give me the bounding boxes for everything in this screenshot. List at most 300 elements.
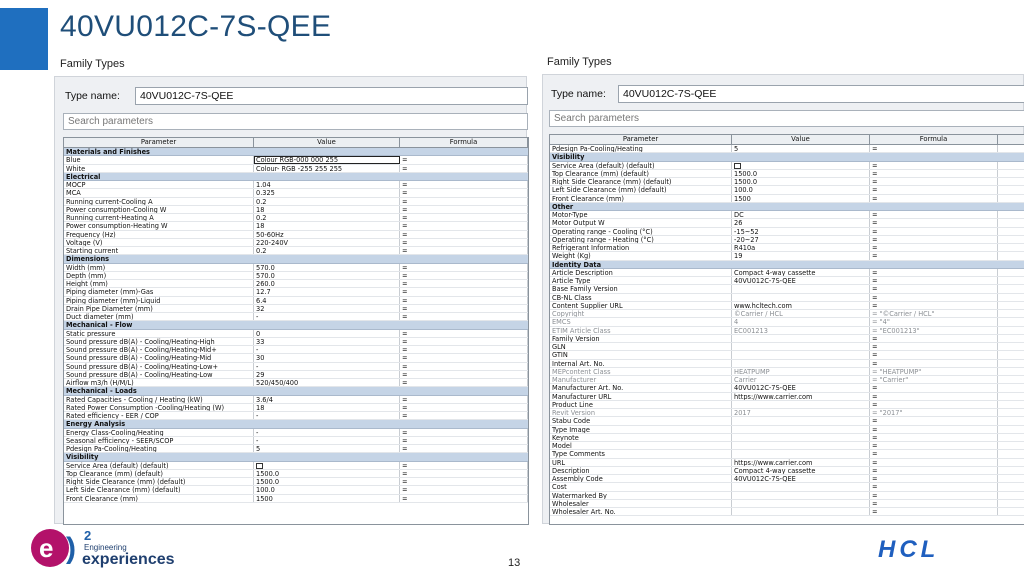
parameter-row[interactable]: [550, 302, 1024, 310]
parameter-row[interactable]: [550, 500, 1024, 508]
parameter-value[interactable]: -: [254, 313, 400, 320]
parameter-formula[interactable]: =: [400, 247, 528, 254]
parameter-value[interactable]: [732, 417, 870, 424]
parameter-name: Front Clearance (mm): [550, 195, 732, 202]
parameter-name: GTIN: [550, 351, 732, 358]
search-parameters-input[interactable]: Search parameters: [63, 113, 528, 130]
parameter-value[interactable]: 1500: [732, 195, 870, 202]
parameter-row[interactable]: [550, 426, 1024, 434]
parameter-row[interactable]: [550, 343, 1024, 351]
parameter-row[interactable]: [64, 189, 528, 197]
parameter-formula[interactable]: =: [870, 195, 998, 202]
parameter-value[interactable]: 19: [732, 252, 870, 259]
parameter-value[interactable]: 3.6/4: [254, 396, 400, 403]
parameter-formula[interactable]: =: [870, 393, 998, 400]
group-header[interactable]: [550, 153, 1024, 161]
parameter-value[interactable]: [732, 492, 870, 499]
group-label: Mechanical - Flow: [66, 321, 133, 329]
parameter-row[interactable]: [550, 294, 1024, 302]
parameter-row[interactable]: [550, 417, 1024, 425]
parameter-formula[interactable]: =: [870, 285, 998, 292]
parameter-formula[interactable]: =: [870, 302, 998, 309]
parameter-name: Power consumption-Cooling W: [64, 206, 254, 213]
parameter-row[interactable]: [64, 363, 528, 371]
parameter-row[interactable]: [64, 264, 528, 272]
parameter-value[interactable]: Compact 4-way cassette: [732, 467, 870, 474]
parameter-row[interactable]: [550, 162, 1024, 170]
parameter-formula[interactable]: =: [400, 330, 528, 337]
parameter-row[interactable]: [64, 313, 528, 321]
parameter-formula[interactable]: =: [870, 178, 998, 185]
parameter-formula[interactable]: =: [870, 335, 998, 342]
parameter-value[interactable]: 1500.0: [254, 478, 400, 485]
parameter-row[interactable]: [64, 379, 528, 387]
parameter-row[interactable]: [550, 318, 1024, 326]
parameter-value[interactable]: [732, 500, 870, 507]
parameter-formula[interactable]: =: [400, 198, 528, 205]
parameter-value[interactable]: [732, 508, 870, 515]
parameter-row[interactable]: [64, 371, 528, 379]
parameter-value[interactable]: -: [254, 412, 400, 419]
parameters-grid-left: [63, 137, 529, 525]
parameter-row[interactable]: [64, 305, 528, 313]
parameter-value[interactable]: 30: [254, 354, 400, 361]
parameter-formula[interactable]: =: [870, 145, 998, 152]
parameter-value[interactable]: [732, 351, 870, 358]
right-dialog: [542, 74, 1024, 524]
parameter-value[interactable]: -15~52: [732, 228, 870, 235]
parameter-formula[interactable]: =: [870, 244, 998, 251]
parameter-name: Left Side Clearance (mm) (default): [550, 186, 732, 193]
parameter-value[interactable]: 100.0: [732, 186, 870, 193]
parameter-name: Cost: [550, 483, 732, 490]
parameter-value[interactable]: 50-60Hz: [254, 231, 400, 238]
parameter-value[interactable]: [732, 162, 870, 169]
parameter-formula[interactable]: =: [870, 492, 998, 499]
parameter-formula[interactable]: =: [400, 156, 528, 163]
parameter-name: Rated Capacities - Cooling / Heating (kW): [64, 396, 254, 403]
parameter-value[interactable]: 5: [254, 445, 400, 452]
parameter-row[interactable]: [550, 508, 1024, 516]
parameter-value[interactable]: Compact 4-way cassette: [732, 269, 870, 276]
parameter-name: Manufacturer URL: [550, 393, 732, 400]
parameter-value[interactable]: 1500: [254, 495, 400, 502]
parameter-row[interactable]: [64, 247, 528, 255]
parameter-value[interactable]: 0.2: [254, 198, 400, 205]
parameter-name: White: [64, 165, 254, 172]
parameter-formula[interactable]: =: [870, 475, 998, 482]
parameter-value[interactable]: 1500.0: [254, 470, 400, 477]
parameter-formula[interactable]: =: [400, 412, 528, 419]
parameter-value[interactable]: 570.0: [254, 272, 400, 279]
parameter-name: Running current-Cooling A: [64, 198, 254, 205]
parameter-name: Description: [550, 467, 732, 474]
parameter-name: Service Area (default) (default): [64, 462, 254, 469]
parameter-formula[interactable]: =: [400, 305, 528, 312]
parameter-value[interactable]: [732, 335, 870, 342]
parameter-value[interactable]: 5: [732, 145, 870, 152]
parameter-formula[interactable]: =: [870, 351, 998, 358]
parameter-value[interactable]: [254, 462, 400, 469]
parameter-value[interactable]: HEATPUMP: [732, 368, 870, 375]
parameter-formula[interactable]: =: [400, 371, 528, 378]
type-name-field[interactable]: 40VU012C-7S-QEE: [135, 87, 528, 105]
parameter-row[interactable]: [64, 280, 528, 288]
parameter-formula[interactable]: =: [870, 170, 998, 177]
group-header[interactable]: [64, 148, 528, 156]
parameter-formula[interactable]: =: [400, 445, 528, 452]
parameter-row[interactable]: [64, 198, 528, 206]
parameter-value[interactable]: DC: [732, 211, 870, 218]
parameter-value[interactable]: 29: [254, 371, 400, 378]
parameter-row[interactable]: [64, 354, 528, 362]
group-label: Identity Data: [552, 260, 602, 268]
parameter-formula[interactable]: =: [870, 508, 998, 515]
parameter-row[interactable]: [64, 288, 528, 296]
group-label: Visibility: [552, 153, 585, 161]
parameter-value[interactable]: R410a: [732, 244, 870, 251]
parameter-formula[interactable]: =: [870, 426, 998, 433]
parameter-formula[interactable]: =: [870, 360, 998, 367]
group-header[interactable]: [550, 261, 1024, 269]
parameter-name: Drain Pipe Diameter (mm): [64, 305, 254, 312]
parameter-name: Content Supplier URL: [550, 302, 732, 309]
parameter-value[interactable]: https://www.carrier.com: [732, 393, 870, 400]
parameter-formula[interactable]: =: [870, 417, 998, 424]
parameter-value[interactable]: 100.0: [254, 486, 400, 493]
parameter-formula[interactable]: =: [400, 239, 528, 246]
parameter-value[interactable]: 33: [254, 338, 400, 345]
parameter-formula[interactable]: = "4": [870, 318, 998, 325]
parameter-formula[interactable]: =: [870, 277, 998, 284]
parameter-value[interactable]: ©Carrier / HCL: [732, 310, 870, 317]
parameter-formula[interactable]: =: [400, 470, 528, 477]
parameter-row[interactable]: [550, 277, 1024, 285]
parameter-value[interactable]: 40VU012C-7S-QEE: [732, 384, 870, 391]
parameter-value[interactable]: [732, 442, 870, 449]
parameter-row[interactable]: [64, 222, 528, 230]
parameter-formula[interactable]: =: [870, 186, 998, 193]
parameter-row[interactable]: [64, 206, 528, 214]
parameter-name: Sound pressure dB(A) - Cooling/Heating-Low+: [64, 363, 254, 370]
parameter-formula[interactable]: =: [870, 442, 998, 449]
parameter-value[interactable]: 32: [254, 305, 400, 312]
parameter-row[interactable]: [550, 351, 1024, 359]
parameter-row[interactable]: [550, 376, 1024, 384]
parameter-row[interactable]: [550, 244, 1024, 252]
parameter-value[interactable]: 40VU012C-7S-QEE: [732, 475, 870, 482]
parameter-row[interactable]: [64, 338, 528, 346]
parameter-row[interactable]: [64, 470, 528, 478]
parameter-formula[interactable]: =: [400, 222, 528, 229]
parameter-name: CB-NL Class: [550, 294, 732, 301]
group-header[interactable]: [64, 387, 528, 395]
parameter-row[interactable]: [550, 393, 1024, 401]
parameter-row[interactable]: [550, 285, 1024, 293]
parameter-value[interactable]: [732, 450, 870, 457]
parameter-value[interactable]: 18: [254, 206, 400, 213]
parameter-value[interactable]: [732, 343, 870, 350]
parameter-formula[interactable]: =: [870, 500, 998, 507]
parameter-value[interactable]: [732, 360, 870, 367]
group-header[interactable]: [64, 173, 528, 181]
parameter-row[interactable]: [64, 437, 528, 445]
parameter-formula[interactable]: =: [400, 297, 528, 304]
parameter-row[interactable]: [64, 297, 528, 305]
parameter-value[interactable]: [732, 294, 870, 301]
parameter-value[interactable]: 0: [254, 330, 400, 337]
parameter-row[interactable]: [550, 401, 1024, 409]
parameter-value[interactable]: 260.0: [254, 280, 400, 287]
parameter-formula[interactable]: =: [400, 379, 528, 386]
grid-rows: [550, 145, 1024, 516]
parameter-value[interactable]: https://www.carrier.com: [732, 459, 870, 466]
parameter-formula[interactable]: =: [870, 401, 998, 408]
parameter-row[interactable]: [550, 483, 1024, 491]
parameter-name: MEPcontent Class: [550, 368, 732, 375]
parameter-formula[interactable]: =: [400, 288, 528, 295]
parameter-value[interactable]: 0.2: [254, 247, 400, 254]
parameter-name: Sound pressure dB(A) - Cooling/Heating-Mid: [64, 354, 254, 361]
parameter-formula[interactable]: =: [870, 384, 998, 391]
parameter-formula[interactable]: =: [400, 396, 528, 403]
parameter-value[interactable]: 6.4: [254, 297, 400, 304]
parameter-row[interactable]: [550, 335, 1024, 343]
parameter-formula[interactable]: =: [400, 437, 528, 444]
parameter-row[interactable]: [550, 450, 1024, 458]
parameter-row[interactable]: [64, 214, 528, 222]
parameter-name: Duct diameter (mm): [64, 313, 254, 320]
parameter-row[interactable]: [550, 269, 1024, 277]
column-header-parameter[interactable]: Parameter: [550, 135, 732, 144]
parameter-row[interactable]: [550, 195, 1024, 203]
parameter-row[interactable]: [550, 145, 1024, 153]
grid-rows: [64, 148, 528, 503]
parameter-formula[interactable]: =: [400, 165, 528, 172]
parameter-row[interactable]: [64, 330, 528, 338]
parameter-formula[interactable]: =: [400, 462, 528, 469]
parameter-value[interactable]: 1500.0: [732, 178, 870, 185]
checkbox[interactable]: [256, 463, 263, 469]
parameter-name: Width (mm): [64, 264, 254, 271]
parameter-value[interactable]: -: [254, 346, 400, 353]
parameter-row[interactable]: [550, 178, 1024, 186]
hcl-logo-text: HCL: [878, 538, 940, 560]
group-header[interactable]: [64, 453, 528, 461]
parameter-row[interactable]: [550, 170, 1024, 178]
column-header-value[interactable]: Value: [732, 135, 870, 144]
parameter-value[interactable]: EC001213: [732, 327, 870, 334]
parameter-value[interactable]: [732, 401, 870, 408]
parameter-name: Seasonal efficiency - SEER/SCOP: [64, 437, 254, 444]
parameter-row[interactable]: [550, 459, 1024, 467]
parameter-value[interactable]: [732, 426, 870, 433]
parameter-name: Manufacturer: [550, 376, 732, 383]
parameter-name: Depth (mm): [64, 272, 254, 279]
parameter-formula[interactable]: =: [400, 264, 528, 271]
parameter-formula[interactable]: =: [870, 459, 998, 466]
parameter-name: Article Description: [550, 269, 732, 276]
parameter-value[interactable]: 1500.0: [732, 170, 870, 177]
parameter-formula[interactable]: =: [400, 181, 528, 188]
parameter-value[interactable]: www.hcltech.com: [732, 302, 870, 309]
parameter-formula[interactable]: = "Carrier": [870, 376, 998, 383]
parameter-formula[interactable]: =: [400, 429, 528, 436]
parameter-formula[interactable]: =: [400, 189, 528, 196]
column-header-value[interactable]: Value: [254, 138, 400, 147]
parameter-value[interactable]: -: [254, 363, 400, 370]
parameter-formula[interactable]: = "2017": [870, 409, 998, 416]
type-name-field[interactable]: 40VU012C-7S-QEE: [618, 85, 1024, 103]
parameter-row[interactable]: [64, 478, 528, 486]
parameter-value[interactable]: 0.325: [254, 189, 400, 196]
parameter-formula[interactable]: =: [400, 346, 528, 353]
parameter-name: Manufacturer Art. No.: [550, 384, 732, 391]
parameter-row[interactable]: [64, 239, 528, 247]
search-parameters-input[interactable]: Search parameters: [549, 110, 1024, 127]
parameter-formula[interactable]: =: [870, 236, 998, 243]
parameter-row[interactable]: [550, 186, 1024, 194]
logo-number: 2: [84, 528, 92, 543]
parameter-name: Watermarked By: [550, 492, 732, 499]
parameter-value[interactable]: Carrier: [732, 376, 870, 383]
parameter-formula[interactable]: =: [400, 363, 528, 370]
parameter-value[interactable]: 40VU012C-7S-QEE: [732, 277, 870, 284]
parameter-formula[interactable]: =: [400, 478, 528, 485]
parameter-value[interactable]: 570.0: [254, 264, 400, 271]
parameter-formula[interactable]: =: [400, 214, 528, 221]
parameter-row[interactable]: [550, 228, 1024, 236]
group-label: Materials and Finishes: [66, 148, 150, 156]
parameter-formula[interactable]: =: [870, 294, 998, 301]
parameter-formula[interactable]: = "EC001213": [870, 327, 998, 334]
parameter-value[interactable]: Colour- RGB -255 255 255: [254, 165, 400, 172]
parameter-value[interactable]: [732, 285, 870, 292]
parameter-name: Motor-Type: [550, 211, 732, 218]
parameter-name: Assembly Code: [550, 475, 732, 482]
parameter-formula[interactable]: =: [870, 467, 998, 474]
parameter-formula[interactable]: =: [400, 280, 528, 287]
parameter-row[interactable]: [550, 236, 1024, 244]
parameter-formula[interactable]: =: [400, 272, 528, 279]
parameter-row[interactable]: [64, 412, 528, 420]
parameter-formula[interactable]: =: [870, 343, 998, 350]
parameter-value[interactable]: -: [254, 437, 400, 444]
parameter-formula[interactable]: =: [870, 162, 998, 169]
parameter-formula[interactable]: =: [400, 231, 528, 238]
parameter-row[interactable]: [550, 252, 1024, 260]
parameter-value[interactable]: -: [254, 429, 400, 436]
parameter-name: URL: [550, 459, 732, 466]
parameter-value[interactable]: [732, 434, 870, 441]
group-header[interactable]: [550, 203, 1024, 211]
group-header[interactable]: [64, 420, 528, 428]
parameter-value[interactable]: 1.04: [254, 181, 400, 188]
parameter-value[interactable]: 18: [254, 404, 400, 411]
parameter-row[interactable]: [64, 346, 528, 354]
parameter-value[interactable]: 0.2: [254, 214, 400, 221]
parameter-formula[interactable]: =: [870, 228, 998, 235]
parameter-formula[interactable]: =: [870, 450, 998, 457]
parameter-row[interactable]: [550, 327, 1024, 335]
parameter-row[interactable]: [550, 434, 1024, 442]
parameter-row[interactable]: [64, 181, 528, 189]
parameter-row[interactable]: [64, 495, 528, 503]
parameter-value[interactable]: 2017: [732, 409, 870, 416]
parameter-name: Rated efficiency - EER / COP: [64, 412, 254, 419]
parameter-name: Frequency (Hz): [64, 231, 254, 238]
parameter-row[interactable]: [550, 492, 1024, 500]
parameter-row[interactable]: [550, 467, 1024, 475]
parameter-value[interactable]: 520/450/400: [254, 379, 400, 386]
parameter-row[interactable]: [64, 156, 528, 164]
parameter-row[interactable]: [64, 272, 528, 280]
parameter-row[interactable]: [550, 409, 1024, 417]
checkbox[interactable]: [734, 163, 741, 169]
parameter-row[interactable]: [550, 219, 1024, 227]
parameter-row[interactable]: [64, 165, 528, 173]
parameter-formula[interactable]: = "HEATPUMP": [870, 368, 998, 375]
parameter-name: Refrigerant Information: [550, 244, 732, 251]
parameter-formula[interactable]: =: [400, 404, 528, 411]
parameter-value[interactable]: 18: [254, 222, 400, 229]
parameter-value[interactable]: 26: [732, 219, 870, 226]
parameter-formula[interactable]: =: [400, 338, 528, 345]
parameter-formula[interactable]: =: [400, 313, 528, 320]
parameter-value[interactable]: -20~27: [732, 236, 870, 243]
parameter-formula[interactable]: =: [400, 495, 528, 502]
parameter-row[interactable]: [550, 442, 1024, 450]
parameter-value[interactable]: 220-240V: [254, 239, 400, 246]
parameter-formula[interactable]: =: [400, 486, 528, 493]
parameter-row[interactable]: [64, 231, 528, 239]
group-header[interactable]: [64, 321, 528, 329]
parameter-formula[interactable]: =: [400, 354, 528, 361]
parameter-row[interactable]: [550, 211, 1024, 219]
parameter-value[interactable]: Colour RGB-000 000 255: [254, 156, 400, 163]
parameter-row[interactable]: [550, 310, 1024, 318]
parameter-formula[interactable]: =: [870, 434, 998, 441]
parameter-row[interactable]: [64, 429, 528, 437]
parameter-formula[interactable]: = "©Carrier / HCL": [870, 310, 998, 317]
parameter-row[interactable]: [550, 368, 1024, 376]
parameter-value[interactable]: [732, 483, 870, 490]
parameter-row[interactable]: [64, 486, 528, 494]
group-header[interactable]: [64, 255, 528, 263]
parameter-row[interactable]: [64, 404, 528, 412]
page-number: 13: [508, 557, 521, 569]
column-header-formula[interactable]: Formula: [870, 135, 998, 144]
parameter-row[interactable]: [550, 384, 1024, 392]
parameter-row[interactable]: [64, 445, 528, 453]
parameter-formula[interactable]: =: [870, 219, 998, 226]
column-header-formula[interactable]: Formula: [400, 138, 528, 147]
parameter-formula[interactable]: =: [870, 269, 998, 276]
parameter-name: Operating range - Cooling (°C): [550, 228, 732, 235]
parameter-value[interactable]: 12.7: [254, 288, 400, 295]
parameter-row[interactable]: [64, 396, 528, 404]
parameter-row[interactable]: [550, 475, 1024, 483]
parameter-value[interactable]: 4: [732, 318, 870, 325]
parameter-formula[interactable]: =: [400, 206, 528, 213]
parameter-formula[interactable]: =: [870, 211, 998, 218]
column-header-parameter[interactable]: Parameter: [64, 138, 254, 147]
parameter-formula[interactable]: =: [870, 483, 998, 490]
parameter-name: Type Comments: [550, 450, 732, 457]
parameter-row[interactable]: [550, 360, 1024, 368]
parameter-formula[interactable]: =: [870, 252, 998, 259]
parameter-row[interactable]: [64, 462, 528, 470]
